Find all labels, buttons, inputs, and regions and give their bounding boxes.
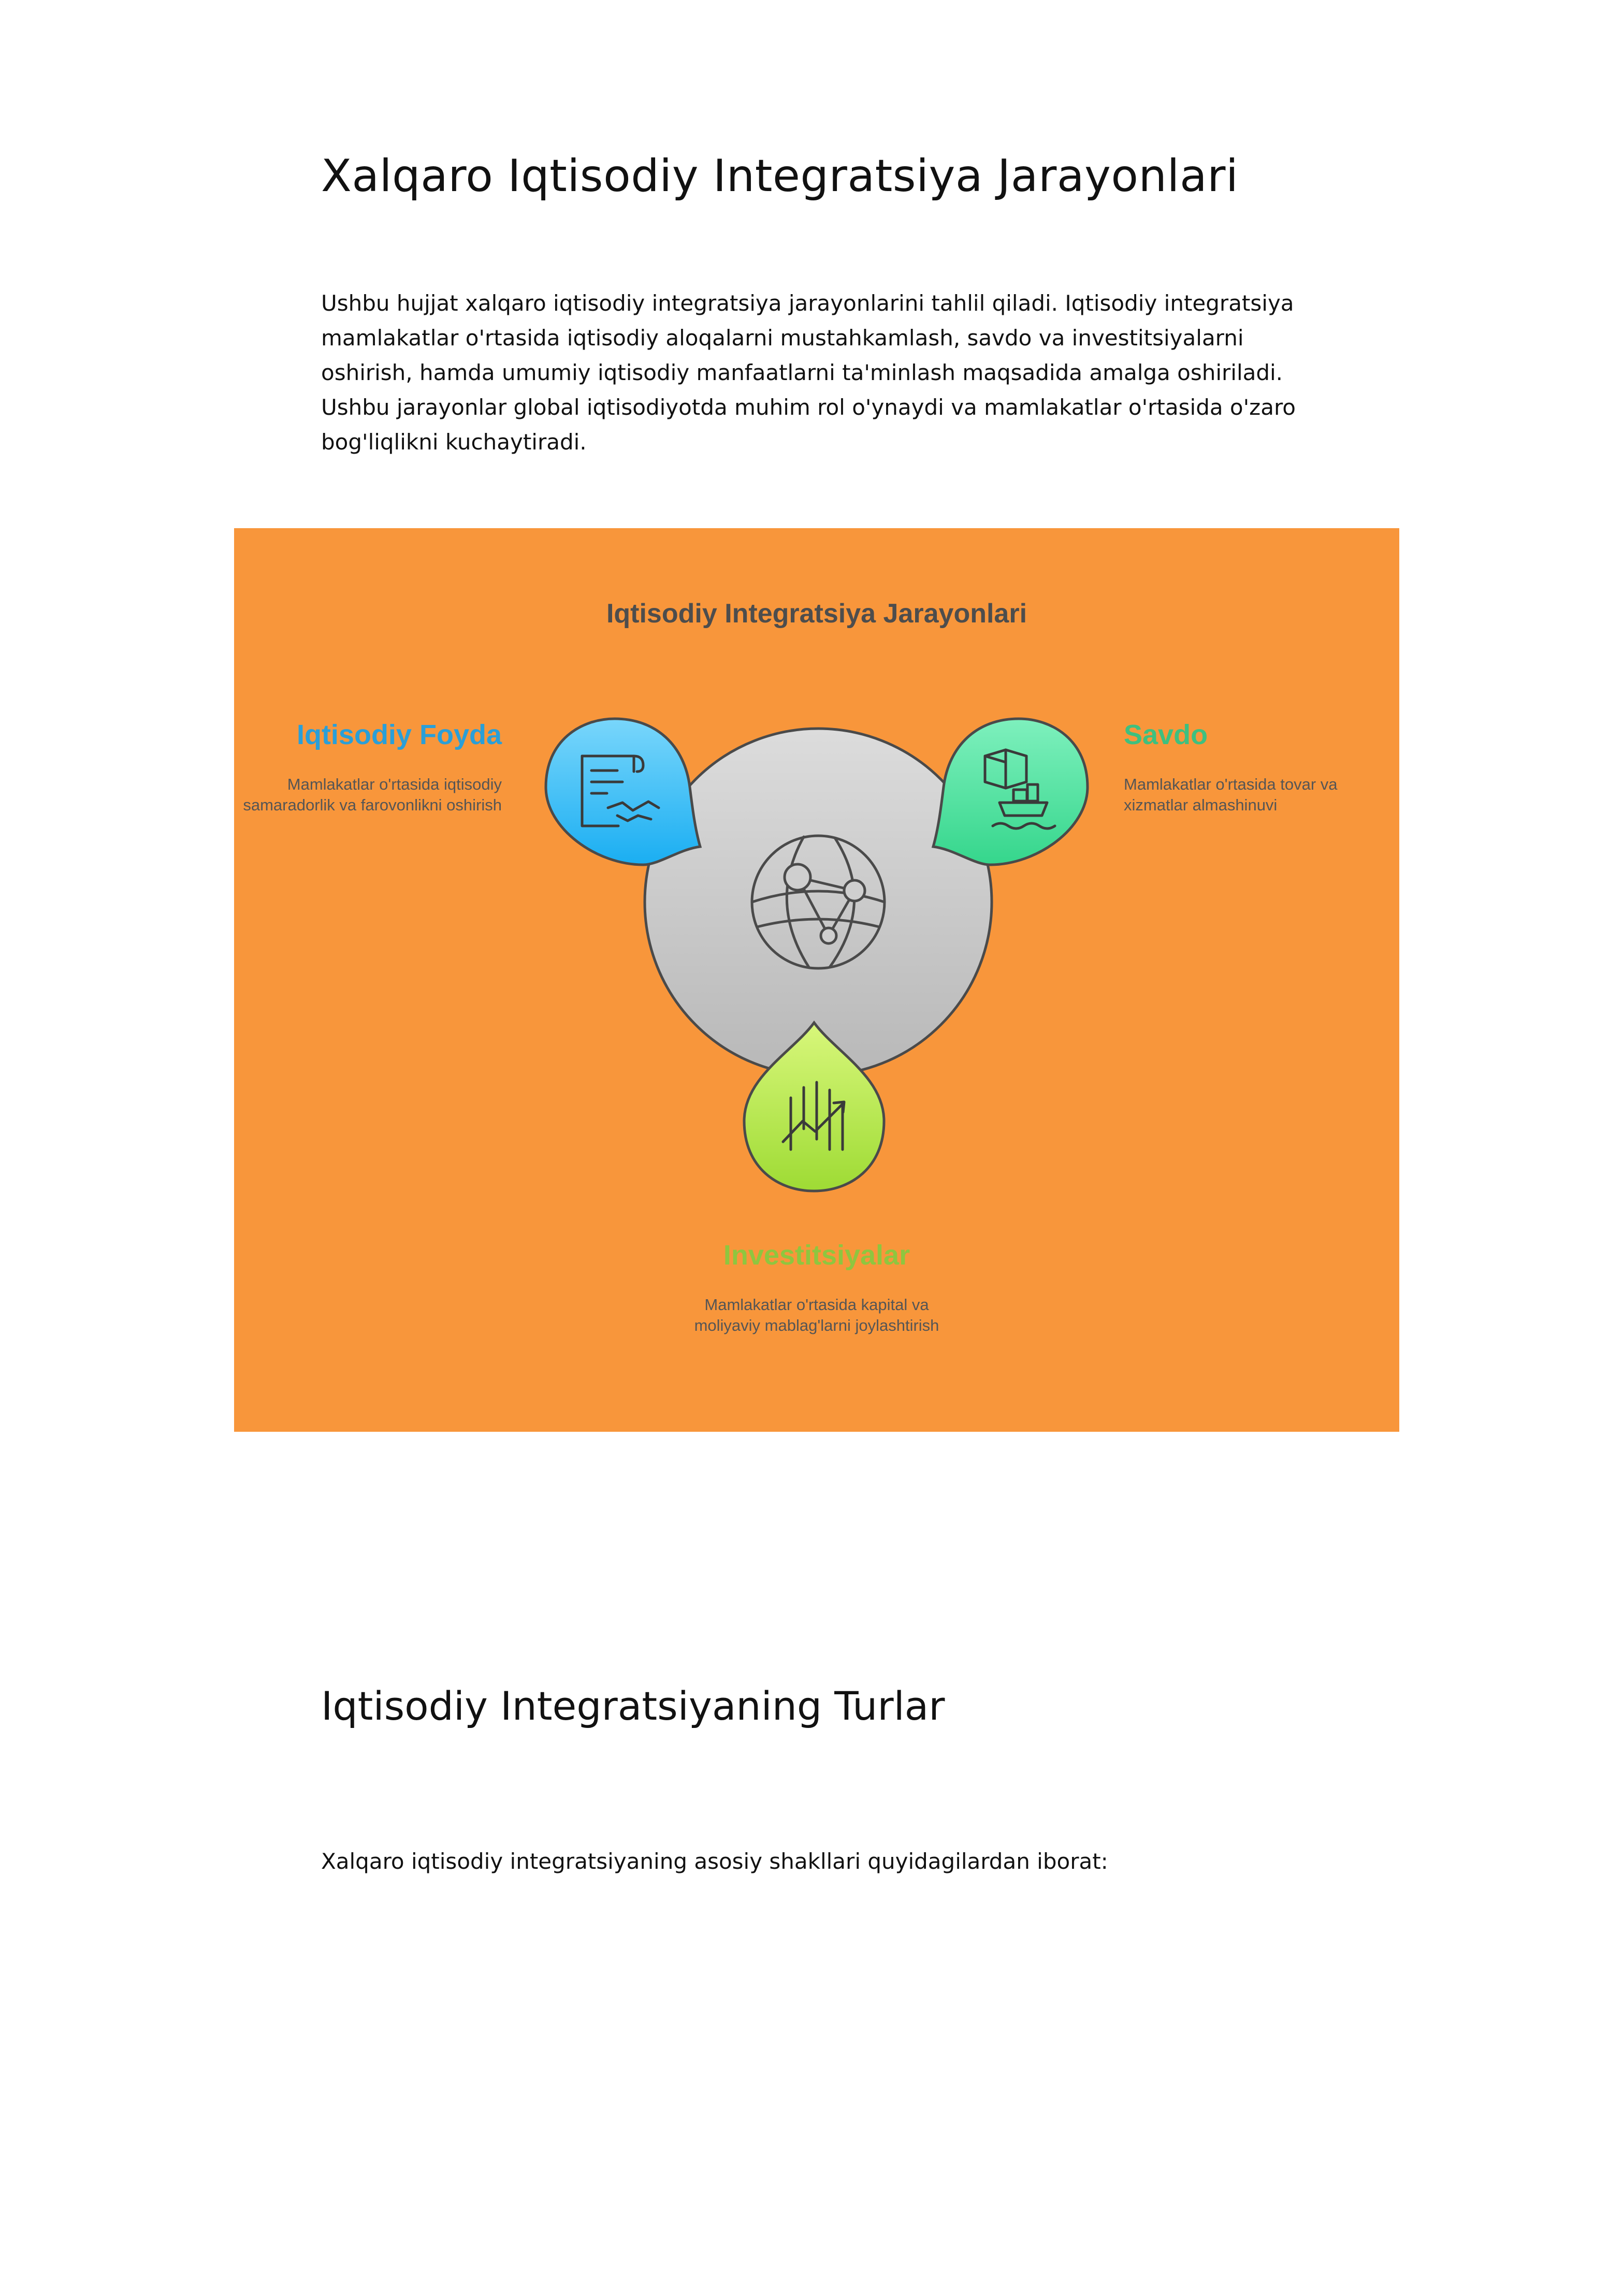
integration-diagram [234, 528, 1399, 1432]
document-title: Xalqaro Iqtisodiy Integratsiya Jarayonlari [321, 150, 1239, 202]
item-title-investitsiyalar: Investitsiyalar [723, 1240, 910, 1271]
item-title-iqtisodiy-foyda: Iqtisodiy Foyda [296, 719, 502, 750]
item-title-savdo: Savdo [1124, 719, 1208, 750]
intro-paragraph: Ushbu hujjat xalqaro iqtisodiy integratsiya jarayonlarini tahlil qiladi. Iqtisodiy integratsiya mamlakatlar o'rtasida iqtisodiy aloqalarni mustahkamlash, savdo va investitsiyalarni oshirish, hamda umumiy iqtisodiy manfaatlarni ta'minlash maqsadida amalga oshiriladi. Ushbu jarayonlar global iqtisodiyotda muhim rol o'ynaydi va mamlakatlar o'rtasida o'zaro bog'liqlikni kuchaytiradi. [321, 290, 1296, 455]
section-text: Xalqaro iqtisodiy integratsiyaning asosiy shakllari quyidagilardan iborat: [321, 1849, 1108, 1874]
diagram-title: Iqtisodiy Integratsiya Jarayonlari [606, 599, 1027, 629]
center-circle [645, 729, 992, 1076]
item-desc-savdo: Mamlakatlar o'rtasida tovar va xizmatlar almashinuvi [1124, 775, 1338, 814]
drop-green [933, 719, 1088, 865]
item-desc-iqtisodiy-foyda: Mamlakatlar o'rtasida iqtisodiy samaradorlik va farovonlikni oshirish [243, 775, 502, 814]
section-title: Iqtisodiy Integratsiyaning Turlar [321, 1683, 945, 1729]
drop-blue [546, 719, 700, 865]
item-desc-investitsiyalar: Mamlakatlar o'rtasida kapital va moliyaviy mablag'larni joylashtirish [694, 1296, 939, 1334]
